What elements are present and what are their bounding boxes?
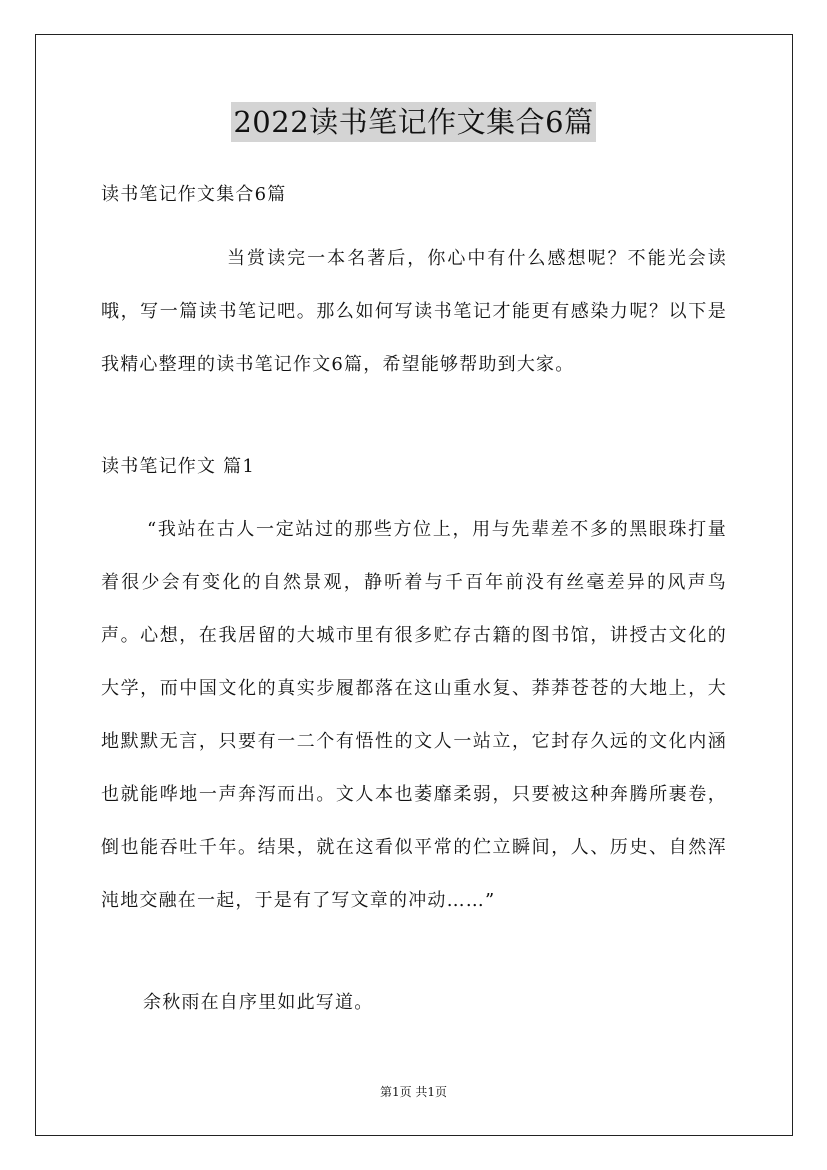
document-title: 2022读书笔记作文集合6篇	[231, 102, 595, 142]
closing-paragraph: 余秋雨在自序里如此写道。	[143, 992, 374, 1013]
document-subtitle: 读书笔记作文集合6篇	[101, 184, 287, 205]
quote-paragraph: “我站在古人一定站过的那些方位上，用与先辈差不多的黑眼珠打量着很少会有变化的自然景观，静听着与千百年前没有丝毫差异的风声鸟声。心想，在我居留的大城市里有很多贮存古籍的图书馆，讲授古文化的大学，而中国文化的真实步履都落在这山重水复、莽莽苍苍的大地上，大地默默无言，只要有一二个有悟性的文人一站立，它封存久远的文化内涵也就能哗地一声奔泻而出。文人本也萎靡柔弱，只要被这种奔腾所裹卷，倒也能吞吐千年。结果，就在这看似平常的伫立瞬间，人、历史、自然浑沌地交融在一起，于是有了写文章的冲动……”	[101, 519, 727, 911]
title-container	[0, 102, 827, 142]
intro-paragraph: 当赏读完一本名著后，你心中有什么感想呢？不能光会读哦，写一篇读书笔记吧。那么如何写读书笔记才能更有感染力呢？以下是我精心整理的读书笔记作文6篇，希望能够帮助到大家。	[101, 248, 727, 375]
section-heading: 读书笔记作文 篇1	[101, 456, 255, 477]
page-footer: 第1页 共1页	[379, 1085, 448, 1099]
